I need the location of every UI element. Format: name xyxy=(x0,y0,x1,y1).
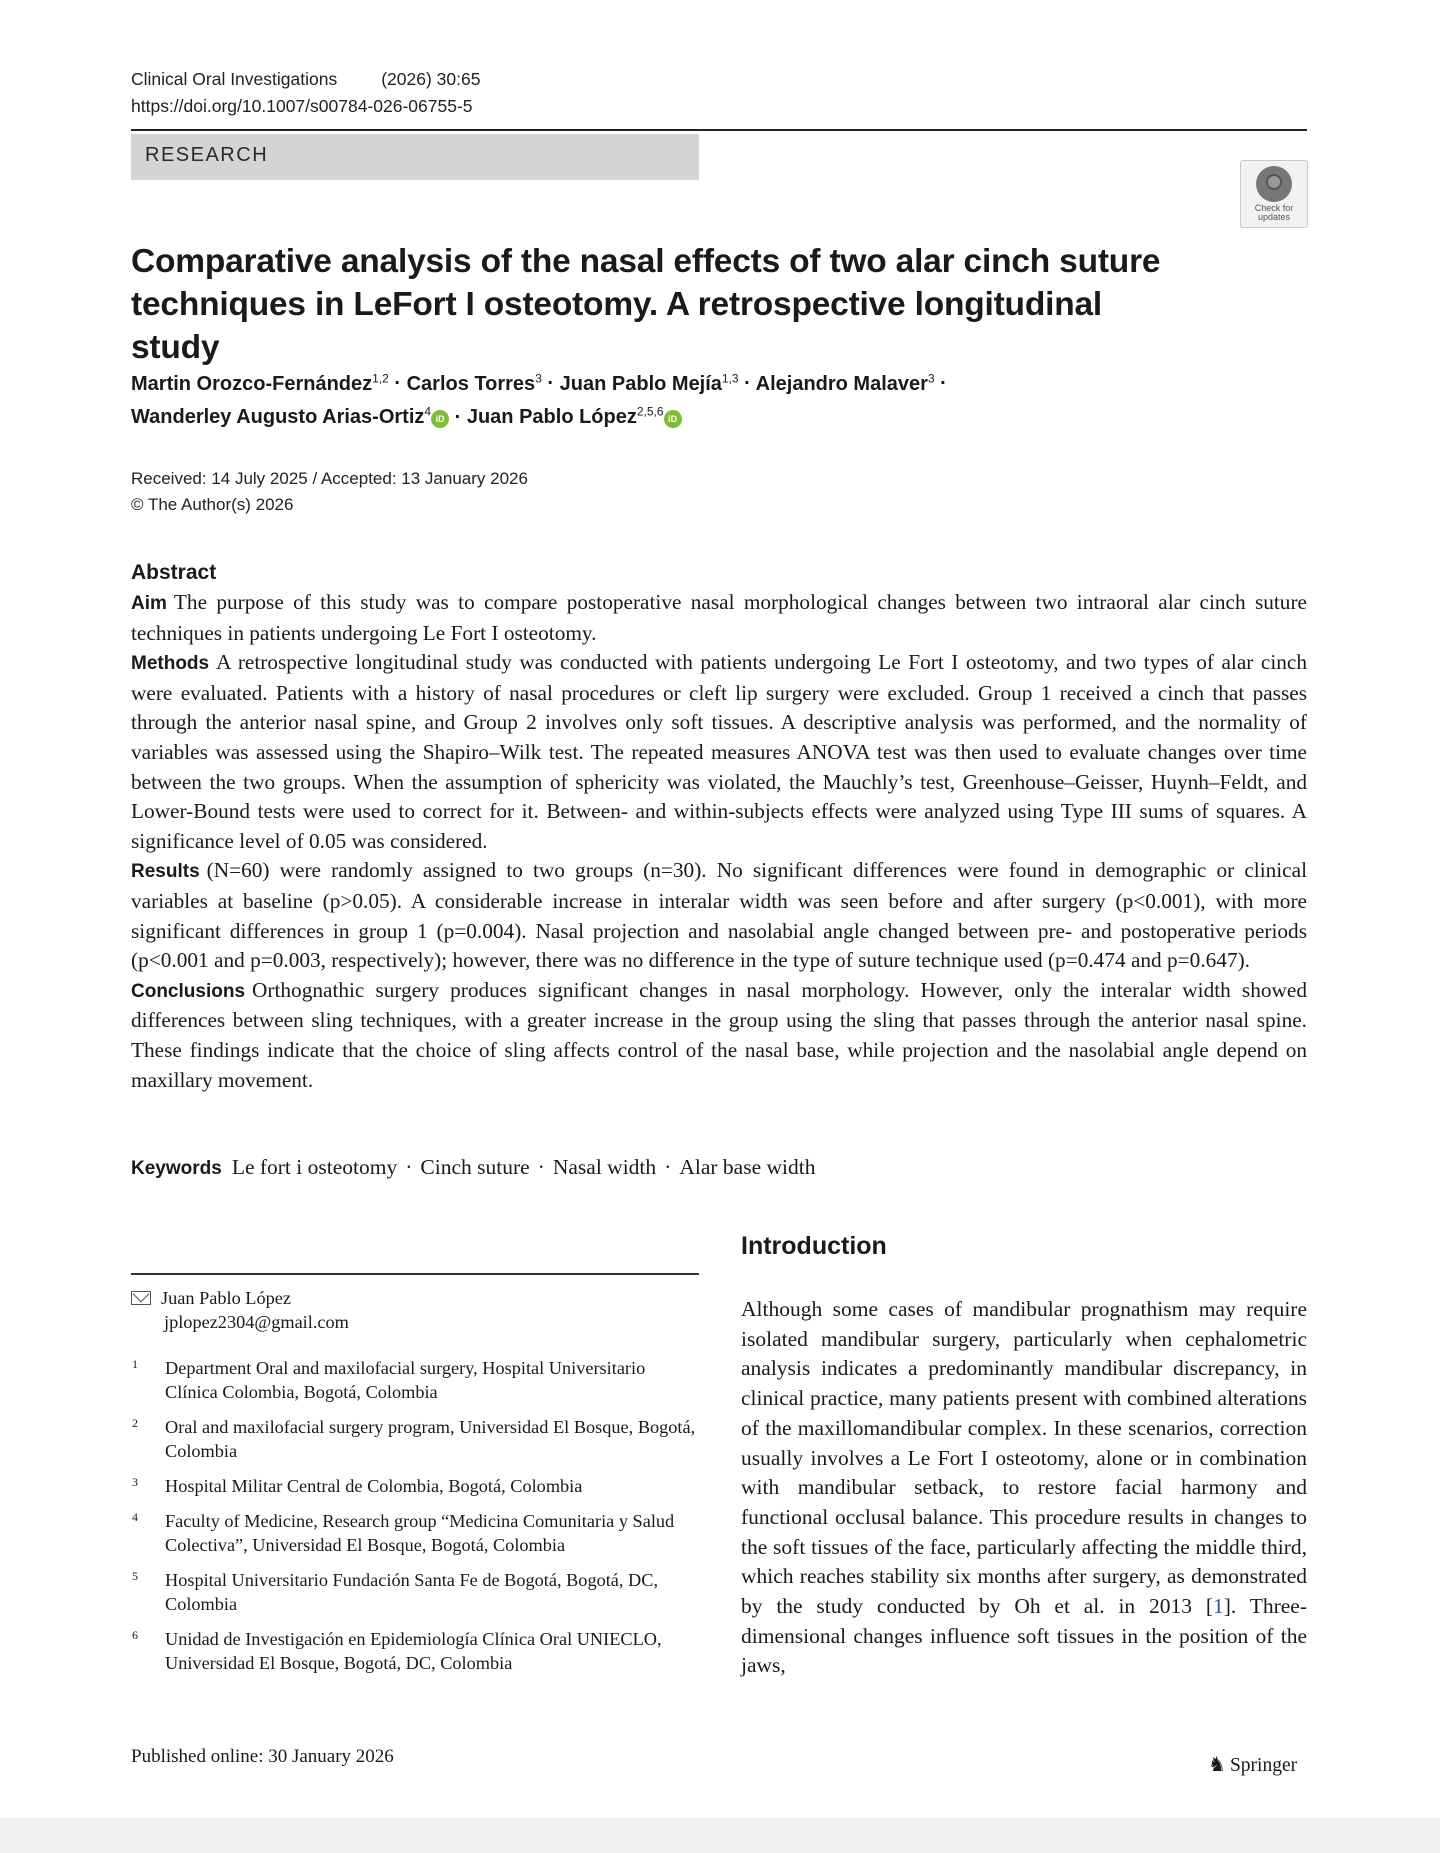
keywords: Keywords Le fort i osteotomy · Cinch suture · Nasal width · Alar base width xyxy=(131,1155,816,1179)
section-label-bar xyxy=(131,134,699,180)
journal-header xyxy=(131,66,480,120)
reference-link[interactable]: 1 xyxy=(1213,1594,1224,1619)
article-title: Comparative analysis of the nasal effects of two alar cinch suture techniques in LeFort I osteotomy. A retrospective longitudinal study xyxy=(131,243,1161,366)
abstract-methods: Methods A retrospective longitudinal study was conducted with patients undergoing Le Fort I osteotomy, and two types of alar cinch were evaluated. Patients with a history of nasal procedures or cleft lip surgery were excluded. Group 1 received a cinch that passes through the anterior nasal spine, and Group 2 involves only soft tissues. A descriptive analysis was performed, and the normality of variables was assessed using the Shapiro–Wilk test. The repeated measures ANOVA test was then used to evaluate changes over time between the two groups. When the assumption of sphericity was violated, the Mauchly’s test, Greenhouse–Geisser, Huynh–Feldt, and Lower-Bound tests were used to correct for it. Between- and within-subjects effects were analyzed using Type III sums of squares. A significance level of 0.05 was considered. xyxy=(131,650,1307,853)
author[interactable]: Carlos Torres$^3$ xyxy=(406,371,542,395)
author[interactable]: Juan Pablo Mejía$^{1,3}$ xyxy=(559,371,739,395)
check-for-updates-badge[interactable] xyxy=(1240,160,1308,228)
journal-name: Clinical Oral Investigations xyxy=(131,69,338,89)
affiliations xyxy=(131,1356,701,1686)
badge-line-2: updates xyxy=(1257,212,1291,222)
section-label: RESEARCH xyxy=(145,144,269,166)
orcid-icon[interactable]: iD xyxy=(431,410,449,428)
copyright: © The Author(s) 2026 xyxy=(131,495,294,514)
correspondence xyxy=(131,1286,349,1334)
keyword: Cinch suture xyxy=(420,1155,530,1179)
introduction-heading: Introduction xyxy=(741,1232,887,1260)
affiliation: 1 Department Oral and maxilofacial surgery, Hospital Universitario Clínica Colombia, Bogotá, Colombia xyxy=(132,1357,646,1402)
keywords-label: Keywords xyxy=(131,1158,222,1179)
orcid-icon[interactable]: iD xyxy=(664,410,682,428)
abstract-conclusions: Conclusions Orthognathic surgery produces significant changes in nasal morphology. However, only the interalar width showed differences between sling techniques, with a greater increase in the group using the sling that passes through the anterior nasal spine. These findings indicate that the choice of sling affects control of the nasal base, while projection and the nasolabial angle depend on maxillary movement. xyxy=(131,977,1307,1092)
author[interactable]: Wanderley Augusto Arias-Ortiz$^4$ xyxy=(131,404,432,429)
affiliation: 5 Hospital Universitario Fundación Santa Fe de Bogotá, Bogotá, DC, Colombia xyxy=(132,1569,659,1614)
affiliation: 3 Hospital Militar Central de Colombia, Bogotá, Colombia xyxy=(132,1475,583,1496)
keyword: Alar base width xyxy=(679,1155,816,1179)
author-list: Martin Orozco-Fernández$^{1,2}$ · Carlos Torres$^3$ · Juan Pablo Mejía$^{1,3}$ · Alejandro Malaver$^3$ · Wanderley Augusto Arias-Ortiz$^4$iD · Juan Pablo López$^{2,5,6}$iD xyxy=(131,371,947,429)
author[interactable]: Martin Orozco-Fernández$^{1,2}$ xyxy=(131,371,389,395)
check-updates-icon xyxy=(1256,166,1292,202)
journal-citation: (2026) 30:65 xyxy=(381,69,481,89)
abstract-heading: Abstract xyxy=(131,561,217,584)
keyword: Nasal width xyxy=(552,1155,657,1179)
affiliation: 4 Faculty of Medicine, Research group “Medicina Comunitaria y Salud Colectiva”, Universidad El Bosque, Bogotá, Colombia xyxy=(132,1510,675,1555)
bottom-margin xyxy=(0,1818,1440,1853)
published-date: Published online: 30 January 2026 xyxy=(131,1746,394,1767)
springer-horse-icon: ♞ xyxy=(1208,1754,1226,1776)
received-accepted: Received: 14 July 2025 / Accepted: 13 January 2026 xyxy=(131,469,528,488)
introduction-text: Although some cases of mandibular prognathism may require isolated mandibular surgery, particularly when cephalometric analysis indicates a predominantly mandibular discrepancy, in clinical practice, many patients present with combined alterations of the maxillomandibular complex. In these scenarios, correction usually involves a Le Fort I osteotomy, alone or in combination with mandibular setback, to restore facial harmony and functional occlusal balance. This procedure results in changes to the soft tissues of the face, particularly affecting the middle third, which reaches stability six months after surgery, as demonstrated by the study conducted by Oh et al. in 2013 [1]. Three-dimensional changes influence soft tissues in the position of the jaws, xyxy=(741,1297,1308,1678)
affiliation: 2 Oral and maxilofacial surgery program, Universidad El Bosque, Bogotá, Colombia xyxy=(132,1416,696,1461)
article-dates xyxy=(131,466,528,518)
badge-line-1: Check for xyxy=(1254,203,1294,213)
author[interactable]: Alejandro Malaver$^3$ xyxy=(755,371,935,395)
mail-icon xyxy=(131,1291,151,1305)
doi-link[interactable]: https://doi.org/10.1007/s00784-026-06755-5 xyxy=(131,96,473,116)
abstract xyxy=(131,558,1307,1095)
affiliation: 6 Unidad de Investigación en Epidemiología Clínica Oral UNIECLO, Universidad El Bosque, Bogotá, DC, Colombia xyxy=(132,1628,662,1673)
header-rule xyxy=(131,129,1307,131)
abstract-aim: Aim The purpose of this study was to compare postoperative nasal morphological changes between two intraoral alar cinch suture techniques in patients undergoing Le Fort I osteotomy. xyxy=(131,590,1307,645)
keyword: Le fort i osteotomy xyxy=(231,1155,398,1179)
springer-logo: ♞ Springer xyxy=(1208,1754,1298,1776)
footnote-rule xyxy=(131,1273,699,1275)
author[interactable]: Juan Pablo López$^{2,5,6}$ xyxy=(466,404,664,429)
corresponding-author: Juan Pablo López xyxy=(161,1288,291,1308)
abstract-results: Results (N=60) were randomly assigned to two groups (n=30). No significant differences were found in demographic or clinical variables at baseline (p>0.05). A considerable increase in interalar width was seen before and after surgery (p<0.001), with more significant differences in group 1 (p=0.004). Nasal projection and nasolabial angle changed between pre- and postoperative periods (p<0.001 and p=0.003, respectively); however, there was no difference in the type of suture technique used (p=0.474 and p=0.647). xyxy=(131,858,1307,973)
corresponding-email[interactable]: jplopez2304@gmail.com xyxy=(164,1312,349,1332)
